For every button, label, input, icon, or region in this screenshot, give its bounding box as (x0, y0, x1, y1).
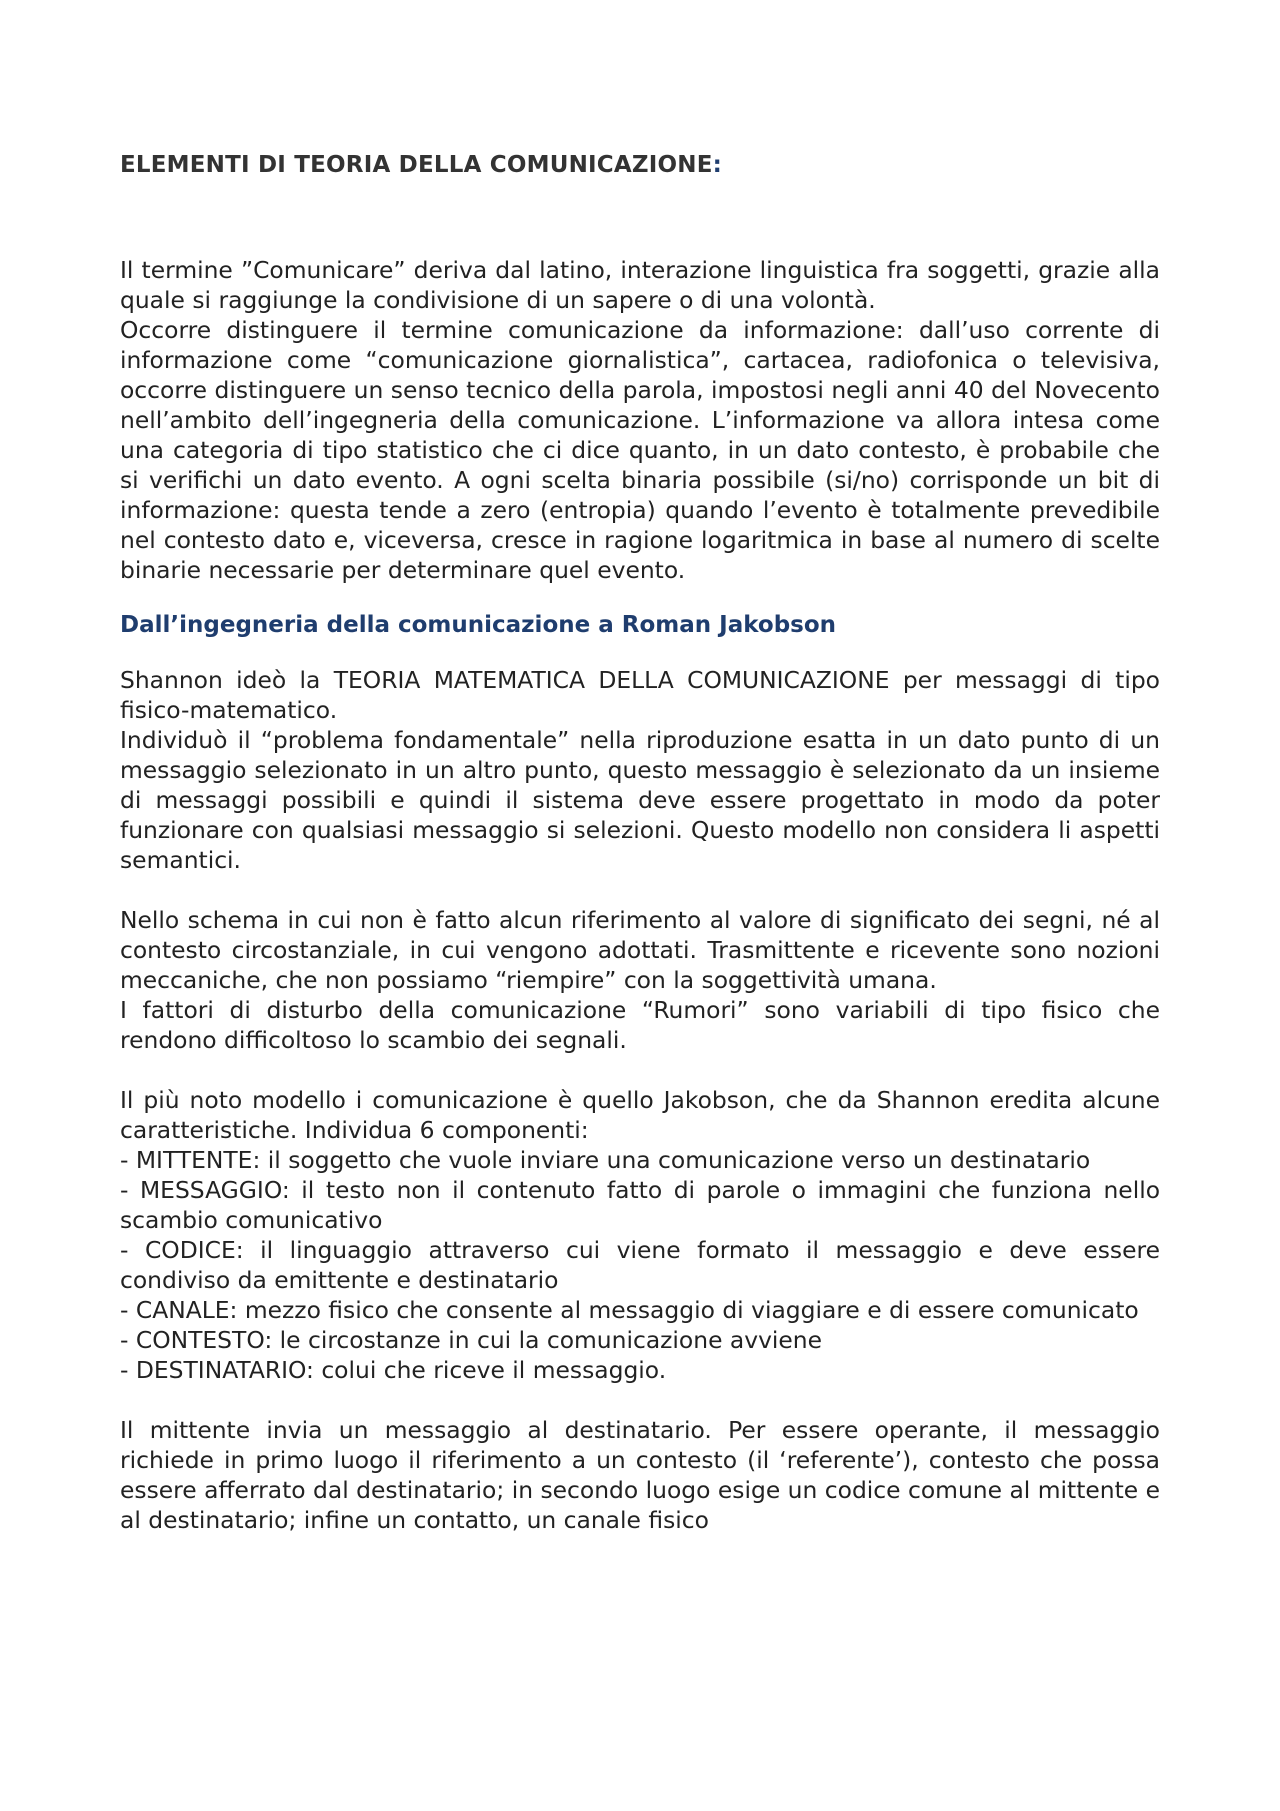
section-paragraph-1: Shannon ideò la TEORIA MATEMATICA DELLA COMUNICAZIONE per messaggi di tipo fisico-matematico. (120, 666, 1160, 724)
document-title (120, 150, 1160, 180)
intro-paragraph-1: Il termine ”Comunicare” deriva dal latino, interazione linguistica fra soggetti, grazie alla quale si raggiunge la condivisione di un sapere o di una volontà. (120, 256, 1160, 314)
list-item: - MESSAGGIO: il testo non il contenuto fatto di parole o immagini che funziona nello scambio comunicativo (120, 1176, 1160, 1234)
list-item: - CANALE: mezzo fisico che consente al messaggio di viaggiare e di essere comunicato (120, 1296, 1139, 1324)
section-heading: Dall’ingegneria della comunicazione a Roman Jakobson (120, 612, 837, 638)
section-paragraph-2: Individuò il “problema fondamentale” nella riproduzione esatta in un dato punto di un messaggio selezionato in un altro punto, questo messaggio è selezionato da un insieme di messaggi possibili e quindi il sistema deve essere progettato in modo da poter funzionare con qualsiasi messaggio si selezioni. Questo modello non considera li aspetti semantici. (120, 726, 1160, 874)
list-item: - MITTENTE: il soggetto che vuole inviare una comunicazione verso un destinatario (120, 1146, 1091, 1174)
list-item: - CODICE: il linguaggio attraverso cui viene formato il messaggio e deve essere condiviso da emittente e destinatario (120, 1236, 1160, 1294)
intro-paragraph-2: Occorre distinguere il termine comunicazione da informazione: dall’uso corrente di informazione come “comunicazione giornalistica”, cartacea, radiofonica o televisiva, occorre distinguere un senso tecnico della parola, impostosi negli anni 40 del Novecento nell’ambito dell’ingegneria della comunicazione. L’informazione va allora intesa come una categoria di tipo statistico che ci dice quanto, in un dato contesto, è probabile che si verifichi un dato evento. A ogni scelta binaria possibile (si/no) corrisponde un bit di informazione: questa tende a zero (entropia) quando l’evento è totalmente prevedibile nel contesto dato e, viceversa, cresce in ragione logaritmica in base al numero di scelte binarie necessarie per determinare quel evento. (120, 316, 1160, 584)
section-paragraph-3: Nello schema in cui non è fatto alcun riferimento al valore di significato dei segni, né al contesto circostanziale, in cui vengono adottati. Trasmittente e ricevente sono nozioni meccaniche, che non possiamo “riempire” con la soggettività umana. (120, 906, 1160, 994)
list-item: - DESTINATARIO: colui che riceve il messaggio. (120, 1356, 667, 1384)
section-paragraph-4: I fattori di disturbo della comunicazione “Rumori” sono variabili di tipo fisico che rendono difficoltoso lo scambio dei segnali. (120, 996, 1160, 1054)
list-item: - CONTESTO: le circostanze in cui la comunicazione avviene (120, 1326, 823, 1354)
document-title-text: ELEMENTI DI TEORIA DELLA COMUNICAZIONE (120, 152, 713, 178)
document-title-colon: : (712, 152, 723, 178)
document-body (120, 150, 1160, 1535)
section-paragraph-5: Il più noto modello i comunicazione è quello Jakobson, che da Shannon eredita alcune caratteristiche. Individua 6 componenti: (120, 1086, 1160, 1144)
section-paragraph-6: Il mittente invia un messaggio al destinatario. Per essere operante, il messaggio richiede in primo luogo il riferimento a un contesto (il ‘referente’), contesto che possa essere afferrato dal destinatario; in secondo luogo esige un codice comune al mittente e al destinatario; infine un contatto, un canale fisico (120, 1416, 1160, 1534)
